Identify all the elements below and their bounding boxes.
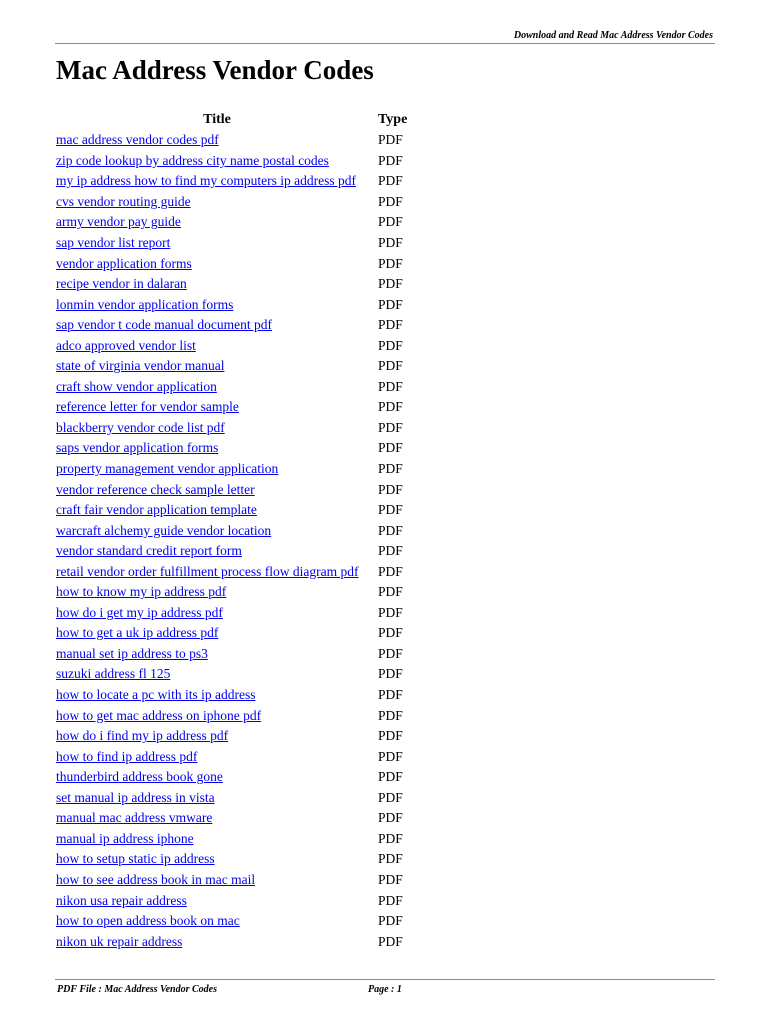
title-cell [56,664,378,685]
document-link[interactable]: set manual ip address in vista [56,789,215,805]
table-row [56,890,407,911]
document-link[interactable]: suzuki address fl 125 [56,666,171,682]
table-row [56,253,407,274]
title-cell [56,253,378,274]
title-cell [56,685,378,706]
document-link[interactable]: mac address vendor codes pdf [56,132,219,148]
document-link[interactable]: how to get mac address on iphone pdf [56,707,262,723]
title-cell [56,520,378,541]
document-link[interactable]: reference letter for vendor sample [56,399,239,415]
title-cell [56,603,378,624]
title-cell [56,438,378,459]
table-row [56,685,407,706]
document-link[interactable]: property management vendor application [56,461,279,477]
type-cell: PDF [378,769,403,785]
type-cell: PDF [378,152,403,168]
table-row [56,397,407,418]
document-link[interactable]: vendor reference check sample letter [56,481,255,497]
table-row [56,664,407,685]
title-cell [56,294,378,315]
title-cell [56,726,378,747]
table-row [56,500,407,521]
header-divider [55,43,715,44]
type-cell: PDF [378,748,403,764]
type-cell: PDF [378,440,403,456]
table-row [56,931,407,952]
title-cell [56,808,378,829]
title-cell [56,335,378,356]
title-cell [56,767,378,788]
table-row [56,788,407,809]
type-cell: PDF [378,892,403,908]
document-link[interactable]: sap vendor t code manual document pdf [56,317,272,333]
document-link[interactable]: lonmin vendor application forms [56,296,234,312]
document-link[interactable]: army vendor pay guide [56,214,181,230]
document-link[interactable]: sap vendor list report [56,235,171,250]
type-cell: PDF [378,563,403,579]
table-row [56,274,407,295]
type-cell: PDF [378,337,403,353]
document-link[interactable]: nikon uk repair address [56,933,183,949]
type-cell: PDF [378,481,403,497]
table-row [56,479,407,500]
table-row [56,603,407,624]
type-cell: PDF [378,789,403,805]
table-row [56,356,407,377]
document-link[interactable]: how to setup static ip address [56,851,215,867]
type-cell: PDF [378,358,403,374]
title-cell [56,788,378,809]
document-link[interactable]: how to know my ip address pdf [56,584,227,600]
title-cell [56,192,378,213]
table-row [56,623,407,644]
title-cell [56,870,378,891]
table-row [56,335,407,356]
document-link[interactable]: zip code lookup by address city name postal codes [56,152,329,168]
table-row [56,315,407,336]
table-row [56,582,407,603]
table-row [56,130,407,151]
title-cell [56,171,378,192]
title-cell [56,377,378,398]
table-row [56,438,407,459]
title-cell [56,274,378,295]
table-row [56,459,407,480]
table-row [56,151,407,172]
table-row [56,829,407,850]
type-cell: PDF [378,317,403,333]
title-cell [56,130,378,151]
document-link[interactable]: blackberry vendor code list pdf [56,419,225,435]
document-link[interactable]: manual ip address iphone [56,830,194,846]
title-cell [56,911,378,932]
title-cell [56,849,378,870]
type-cell: PDF [378,502,403,518]
type-cell: PDF [378,419,403,435]
document-link[interactable]: saps vendor application forms [56,440,219,456]
document-link[interactable]: warcraft alchemy guide vendor location [56,522,272,538]
table-row [56,233,407,254]
type-cell: PDF [378,871,403,887]
title-cell [56,582,378,603]
table-row [56,212,407,233]
title-cell [56,644,378,665]
title-cell [56,233,378,254]
type-cell: PDF [378,132,403,148]
type-cell: PDF [378,543,403,559]
table-row [56,418,407,439]
title-cell [56,151,378,172]
type-cell: PDF [378,399,403,415]
table-row [56,561,407,582]
table-row [56,726,407,747]
document-link[interactable]: how do i get my ip address pdf [56,604,223,620]
column-header-title: Title [203,111,231,127]
table-row [56,377,407,398]
table-row [56,911,407,932]
document-table [56,109,407,952]
table-body [56,130,407,952]
document-link[interactable]: how to find ip address pdf [56,748,198,764]
title-cell [56,212,378,233]
page-title: Mac Address Vendor Codes [56,55,374,85]
title-cell [56,561,378,582]
table-row [56,171,407,192]
type-cell: PDF [378,296,403,312]
document-link[interactable]: recipe vendor in dalaran [56,276,187,292]
document-link[interactable]: vendor application forms [56,255,192,271]
type-cell: PDF [378,604,403,620]
type-cell: PDF [378,461,403,477]
type-cell: PDF [378,851,403,867]
title-cell [56,479,378,500]
document-link[interactable]: how to get a uk ip address pdf [56,625,219,641]
title-cell [56,829,378,850]
type-cell: PDF [378,255,403,271]
document-link[interactable]: how to open address book on mac [56,913,240,929]
document-link[interactable]: retail vendor order fulfillment process flow diagram pdf [56,563,359,579]
type-cell: PDF [378,214,403,230]
type-cell: PDF [378,933,403,949]
title-cell [56,705,378,726]
title-cell [56,541,378,562]
table-row [56,746,407,767]
title-cell [56,356,378,377]
document-link[interactable]: how do i find my ip address pdf [56,728,229,744]
document-link[interactable]: nikon usa repair address [56,892,187,908]
title-cell [56,459,378,480]
type-cell: PDF [378,687,403,703]
document-link[interactable]: thunderbird address book gone [56,769,223,785]
table-row [56,294,407,315]
type-cell: PDF [378,666,403,682]
document-link[interactable]: manual mac address vmware [56,810,213,826]
table-row [56,541,407,562]
title-cell [56,500,378,521]
document-link[interactable]: my ip address how to find my computers ip address pdf [56,173,356,189]
type-cell: PDF [378,276,403,292]
table-row [56,767,407,788]
type-cell: PDF [378,378,403,394]
document-link[interactable]: how to see address book in mac mail [56,871,256,887]
type-cell: PDF [378,645,403,661]
title-cell [56,315,378,336]
type-cell: PDF [378,830,403,846]
type-cell: PDF [378,913,403,929]
table-row [56,520,407,541]
table-row [56,192,407,213]
type-cell: PDF [378,707,403,723]
running-header: Download and Read Mac Address Vendor Codes [513,30,713,41]
document-link[interactable]: adco approved vendor list [56,337,196,353]
footer-file-label: PDF File : Mac Address Vendor Codes [57,984,218,995]
table-row [56,705,407,726]
document-link[interactable]: vendor standard credit report form [56,543,242,559]
table-row [56,644,407,665]
footer-divider [55,979,715,980]
title-cell [56,890,378,911]
document-link[interactable]: craft fair vendor application template [56,502,257,518]
document-link[interactable]: how to locate a pc with its ip address [56,687,256,703]
title-cell [56,418,378,439]
type-cell: PDF [378,235,403,250]
title-cell [56,397,378,418]
column-header-type: Type [378,111,408,127]
type-cell: PDF [378,193,403,209]
document-link[interactable]: craft show vendor application [56,378,217,394]
document-link[interactable]: state of virginia vendor manual [56,358,225,374]
title-cell [56,746,378,767]
title-cell [56,931,378,952]
table-row [56,870,407,891]
footer-page-label: Page : 1 [368,984,402,995]
document-link[interactable]: manual set ip address to ps3 [56,645,208,661]
table-row [56,808,407,829]
title-cell [56,623,378,644]
type-cell: PDF [378,810,403,826]
type-cell: PDF [378,728,403,744]
table-row [56,849,407,870]
type-cell: PDF [378,173,403,189]
document-link[interactable]: cvs vendor routing guide [56,193,191,209]
type-cell: PDF [378,522,403,538]
type-cell: PDF [378,584,403,600]
type-cell: PDF [378,625,403,641]
table-header-row [56,109,407,130]
